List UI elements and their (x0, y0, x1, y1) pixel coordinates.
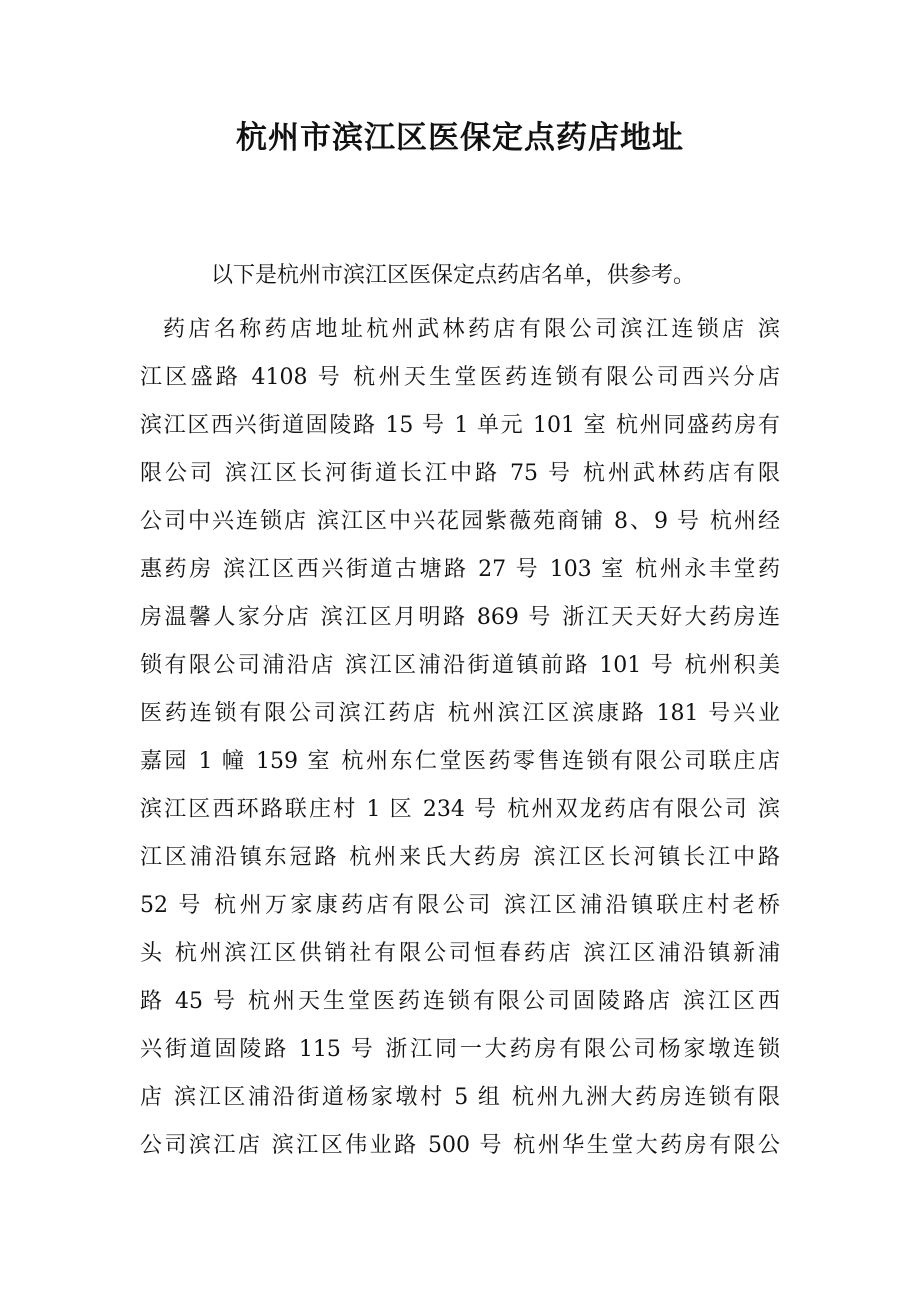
text-line: 锁有限公司浦沿店 滨江区浦沿街道镇前路 101 号 杭州积美 (140, 653, 780, 678)
text-line: 限公司 滨江区长河街道长江中路 75 号 杭州武林药店有限 (140, 461, 780, 486)
text-line: 52 号 杭州万家康药店有限公司 滨江区浦沿镇联庄村老桥 (140, 893, 780, 918)
text-line: 头 杭州滨江区供销社有限公司恒春药店 滨江区浦沿镇新浦 (140, 941, 780, 966)
text-line: 江区盛路 4108 号 杭州天生堂医药连锁有限公司西兴分店 (140, 365, 780, 390)
text-line: 店 滨江区浦沿街道杨家墩村 5 组 杭州九洲大药房连锁有限 (140, 1085, 780, 1110)
text-line: 滨江区西环路联庄村 1 区 234 号 杭州双龙药店有限公司 滨 (140, 797, 780, 822)
text-line: 嘉园 1 幢 159 室 杭州东仁堂医药零售连锁有限公司联庄店 (140, 749, 780, 774)
text-line: 公司滨江店 滨江区伟业路 500 号 杭州华生堂大药房有限公 (140, 1133, 780, 1158)
pharmacy-list-paragraph (140, 310, 780, 1174)
intro-paragraph: 以下是杭州市滨江区医保定点药店名单，供参考。 (211, 263, 696, 288)
text-line: 房温馨人家分店 滨江区月明路 869 号 浙江天天好大药房连 (140, 605, 780, 630)
text-line: 医药连锁有限公司滨江药店 杭州滨江区滨康路 181 号兴业 (140, 701, 780, 726)
text-line: 惠药房 滨江区西兴街道古塘路 27 号 103 室 杭州永丰堂药 (140, 557, 780, 582)
text-line: 滨江区西兴街道固陵路 15 号 1 单元 101 室 杭州同盛药房有 (140, 413, 780, 438)
document-title: 杭州市滨江区医保定点药店地址 (236, 120, 684, 156)
text-line: 路 45 号 杭州天生堂医药连锁有限公司固陵路店 滨江区西 (140, 989, 780, 1014)
text-line: 兴街道固陵路 115 号 浙江同一大药房有限公司杨家墩连锁 (140, 1037, 780, 1062)
text-line: 药店名称药店地址杭州武林药店有限公司滨江连锁店 滨 (163, 317, 780, 342)
text-line: 江区浦沿镇东冠路 杭州来氏大药房 滨江区长河镇长江中路 (140, 845, 780, 870)
text-line: 公司中兴连锁店 滨江区中兴花园紫薇苑商铺 8、9 号 杭州经 (140, 509, 780, 534)
